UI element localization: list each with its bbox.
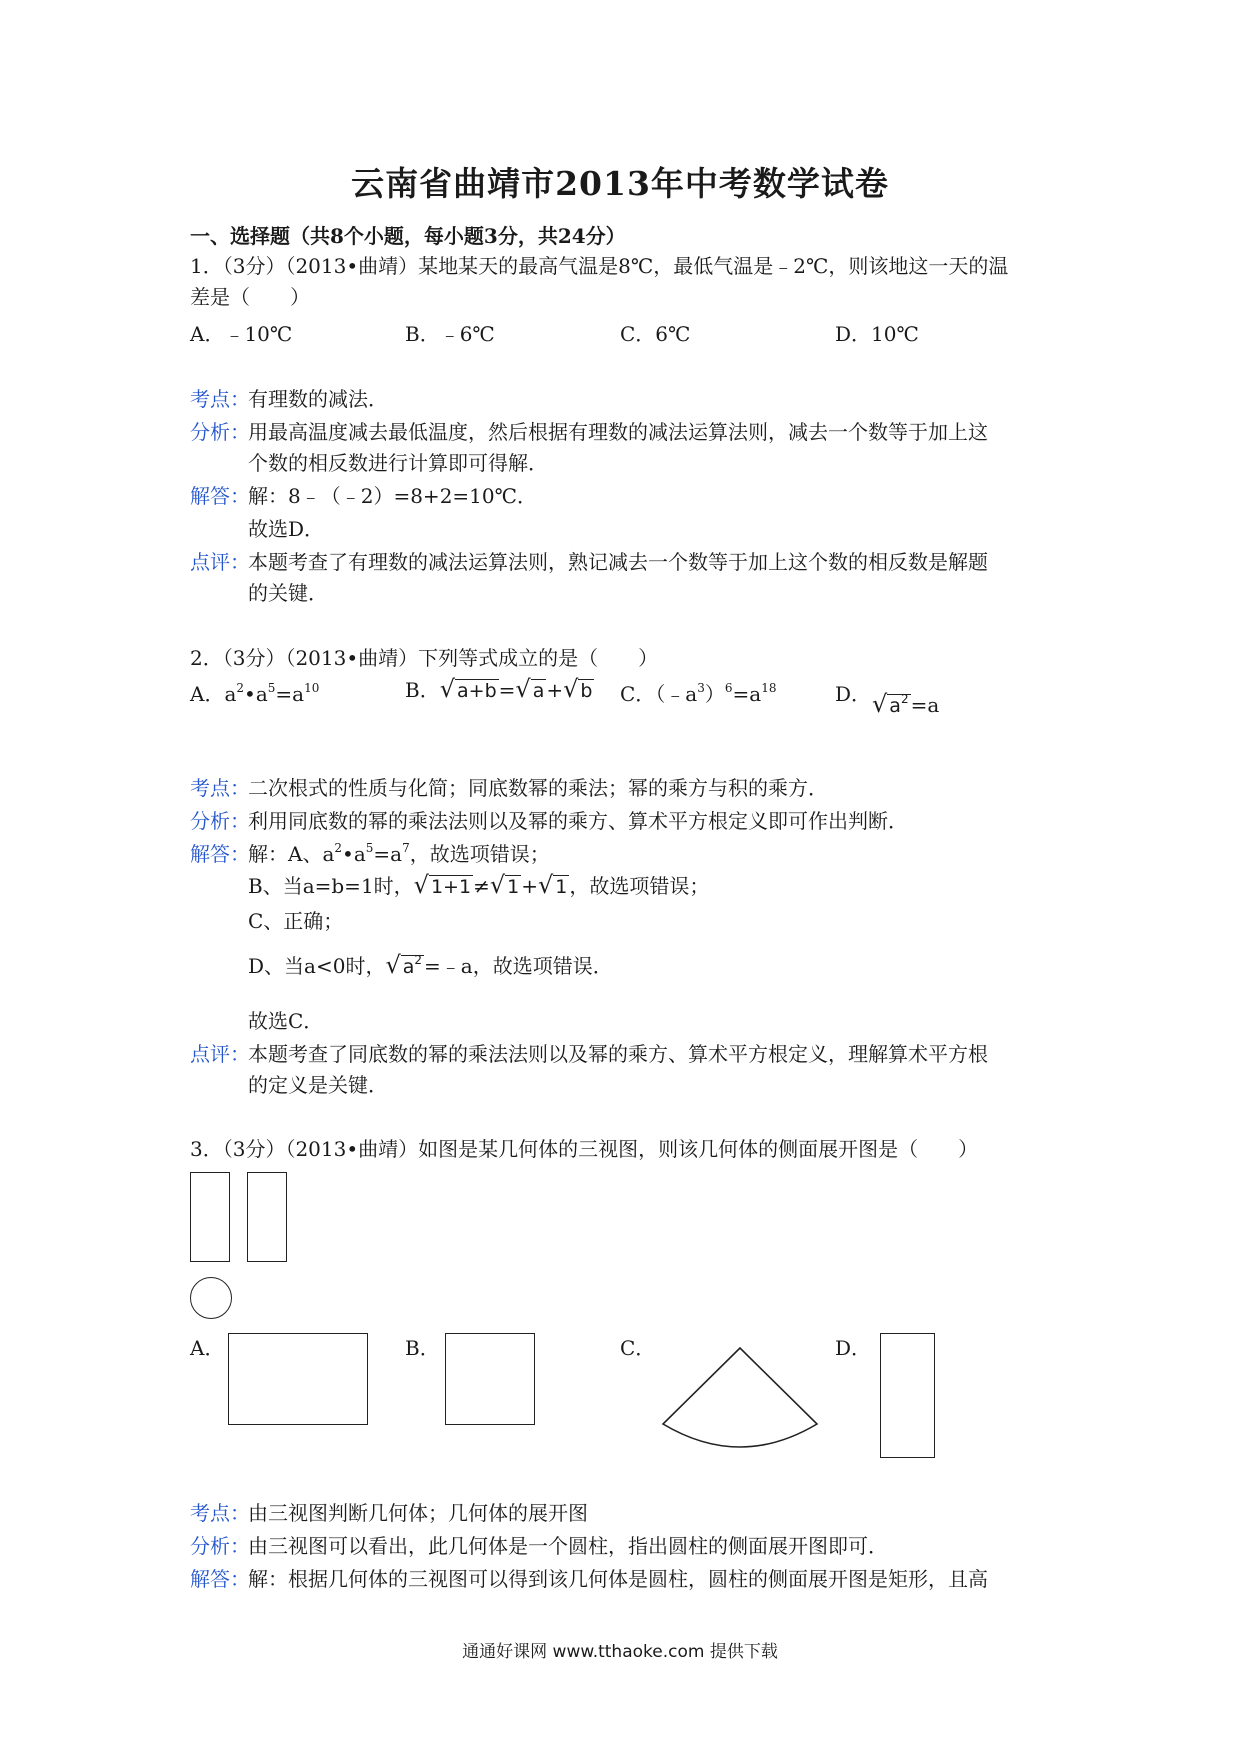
q2-option-a: A．$a^2•a^5=a^{10}$ [190, 681, 320, 706]
q3-option-d-label: D． [835, 1336, 872, 1360]
q2-option-b-prefix: B． [405, 678, 440, 702]
q3-stem: 3．（3分）（2013•曲靖）如图是某几何体的三视图，则该几何体的侧面展开图是（ ） [190, 1137, 979, 1161]
q2-jieda-b: B、当a=b=1时，√ 1+1 ≠√ 1 +√ 1 ，故选项错误； [248, 871, 710, 899]
q3-option-b-label: B． [405, 1336, 440, 1360]
q1-jieda-line2: 故选D． [248, 517, 325, 541]
q2-stem: 2．（3分）（2013•曲靖）下列等式成立的是（ ） [190, 646, 659, 670]
q3-option-a-wide-rectangle [228, 1333, 368, 1425]
q1-option-c: C．6℃ [620, 322, 691, 346]
q2-jieda-d-suffix: =﹣a，故选项错误． [424, 954, 613, 978]
q1-jieda-label: 解答： [190, 484, 250, 508]
q2-option-b: B．√ a+b =√ a +√ b [405, 675, 593, 703]
q2-option-a-prefix: A． [190, 682, 225, 706]
q3-option-a-label: A． [190, 1336, 225, 1360]
q1-option-a: A．﹣10℃ [190, 322, 293, 346]
q2-jieda-a-prefix: 解：A、 [248, 842, 323, 866]
q2-kaodian-text: 二次根式的性质与化简；同底数幂的乘法；幂的乘方与积的乘方． [248, 776, 828, 800]
q1-stem-line2: 差是（ ） [190, 285, 310, 309]
q1-stem-line1: 1．（3分）（2013•曲靖）某地某天的最高气温是8℃，最低气温是﹣2℃，则该地这一天的温 [190, 254, 1009, 278]
q3-kaodian-text: 由三视图判断几何体；几何体的展开图 [248, 1501, 588, 1525]
q1-kaodian-label: 考点： [190, 387, 250, 411]
q3-option-d-tall-rectangle [880, 1333, 935, 1458]
q1-dianping-line1: 本题考查了有理数的减法运算法则，熟记减去一个数等于加上这个数的相反数是解题 [248, 550, 988, 574]
section-heading: 一、选择题（共8个小题，每小题3分，共24分） [190, 224, 626, 248]
q3-jieda-text: 解：根据几何体的三视图可以得到该几何体是圆柱，圆柱的侧面展开图是矩形，且高 [248, 1567, 988, 1591]
side-view-rectangle [247, 1172, 287, 1262]
q1-kaodian-text: 有理数的减法． [248, 387, 388, 411]
q2-jieda-end: 故选C． [248, 1009, 324, 1033]
q1-fenxi-line1: 用最高温度减去最低温度，然后根据有理数的减法运算法则，减去一个数等于加上这 [248, 420, 988, 444]
q2-option-c-prefix: C． [620, 682, 656, 706]
q2-jieda-d: D、当a<0时，√ $a^2$ =﹣a，故选项错误． [248, 951, 613, 979]
q1-option-d: D．10℃ [835, 322, 919, 346]
q2-dianping-line2: 的定义是关键． [248, 1073, 388, 1097]
q2-option-d-prefix: D． [835, 682, 872, 706]
q2-jieda-c: C、正确； [248, 909, 344, 933]
q2-jieda-d-prefix: D、当a<0时， [248, 954, 386, 978]
q1-dianping-label: 点评： [190, 550, 250, 574]
q2-jieda-b-prefix: B、当a=b=1时， [248, 874, 414, 898]
q2-dianping-label: 点评： [190, 1042, 250, 1066]
q2-jieda-b-suffix: ，故选项错误； [569, 874, 710, 898]
q1-jieda-line1: 解：8﹣（﹣2）=8+2=10℃． [248, 484, 537, 508]
front-view-rectangle [190, 1172, 230, 1262]
q3-option-c-sector [655, 1340, 825, 1452]
q2-option-c: C．$(﹣a^3)^6=a^{18}$ [620, 681, 777, 706]
footer-text: 通通好课网 www.tthaoke.com 提供下载 [462, 1642, 778, 1662]
q1-fenxi-label: 分析： [190, 420, 250, 444]
top-view-circle [190, 1277, 232, 1319]
q3-option-c-label: C． [620, 1336, 656, 1360]
q2-fenxi-text: 利用同底数的幂的乘法法则以及幂的乘方、算术平方根定义即可作出判断． [248, 809, 908, 833]
q1-fenxi-line2: 个数的相反数进行计算即可得解． [248, 451, 548, 475]
page-title: 云南省曲靖市2013年中考数学试卷 [351, 164, 889, 203]
q3-option-b-square [445, 1333, 535, 1425]
q2-option-d-formula: √ $a^2 =a$ [872, 690, 940, 718]
q3-fenxi-text: 由三视图可以看出，此几何体是一个圆柱，指出圆柱的侧面展开图即可． [248, 1534, 888, 1558]
q2-jieda-a-suffix: ，故选项错误； [409, 842, 550, 866]
q2-fenxi-label: 分析： [190, 809, 250, 833]
q2-kaodian-label: 考点： [190, 776, 250, 800]
q1-option-b: B．﹣6℃ [405, 322, 495, 346]
q3-kaodian-label: 考点： [190, 1501, 250, 1525]
q3-jieda-label: 解答： [190, 1567, 250, 1591]
q2-dianping-line1: 本题考查了同底数的幂的乘法法则以及幂的乘方、算术平方根定义，理解算术平方根 [248, 1042, 988, 1066]
q2-jieda-a: 解：A、$a^2•a^5=a^7$，故选项错误； [248, 841, 550, 866]
q1-dianping-line2: 的关键． [248, 581, 328, 605]
q2-jieda-label: 解答： [190, 842, 250, 866]
q3-fenxi-label: 分析： [190, 1534, 250, 1558]
